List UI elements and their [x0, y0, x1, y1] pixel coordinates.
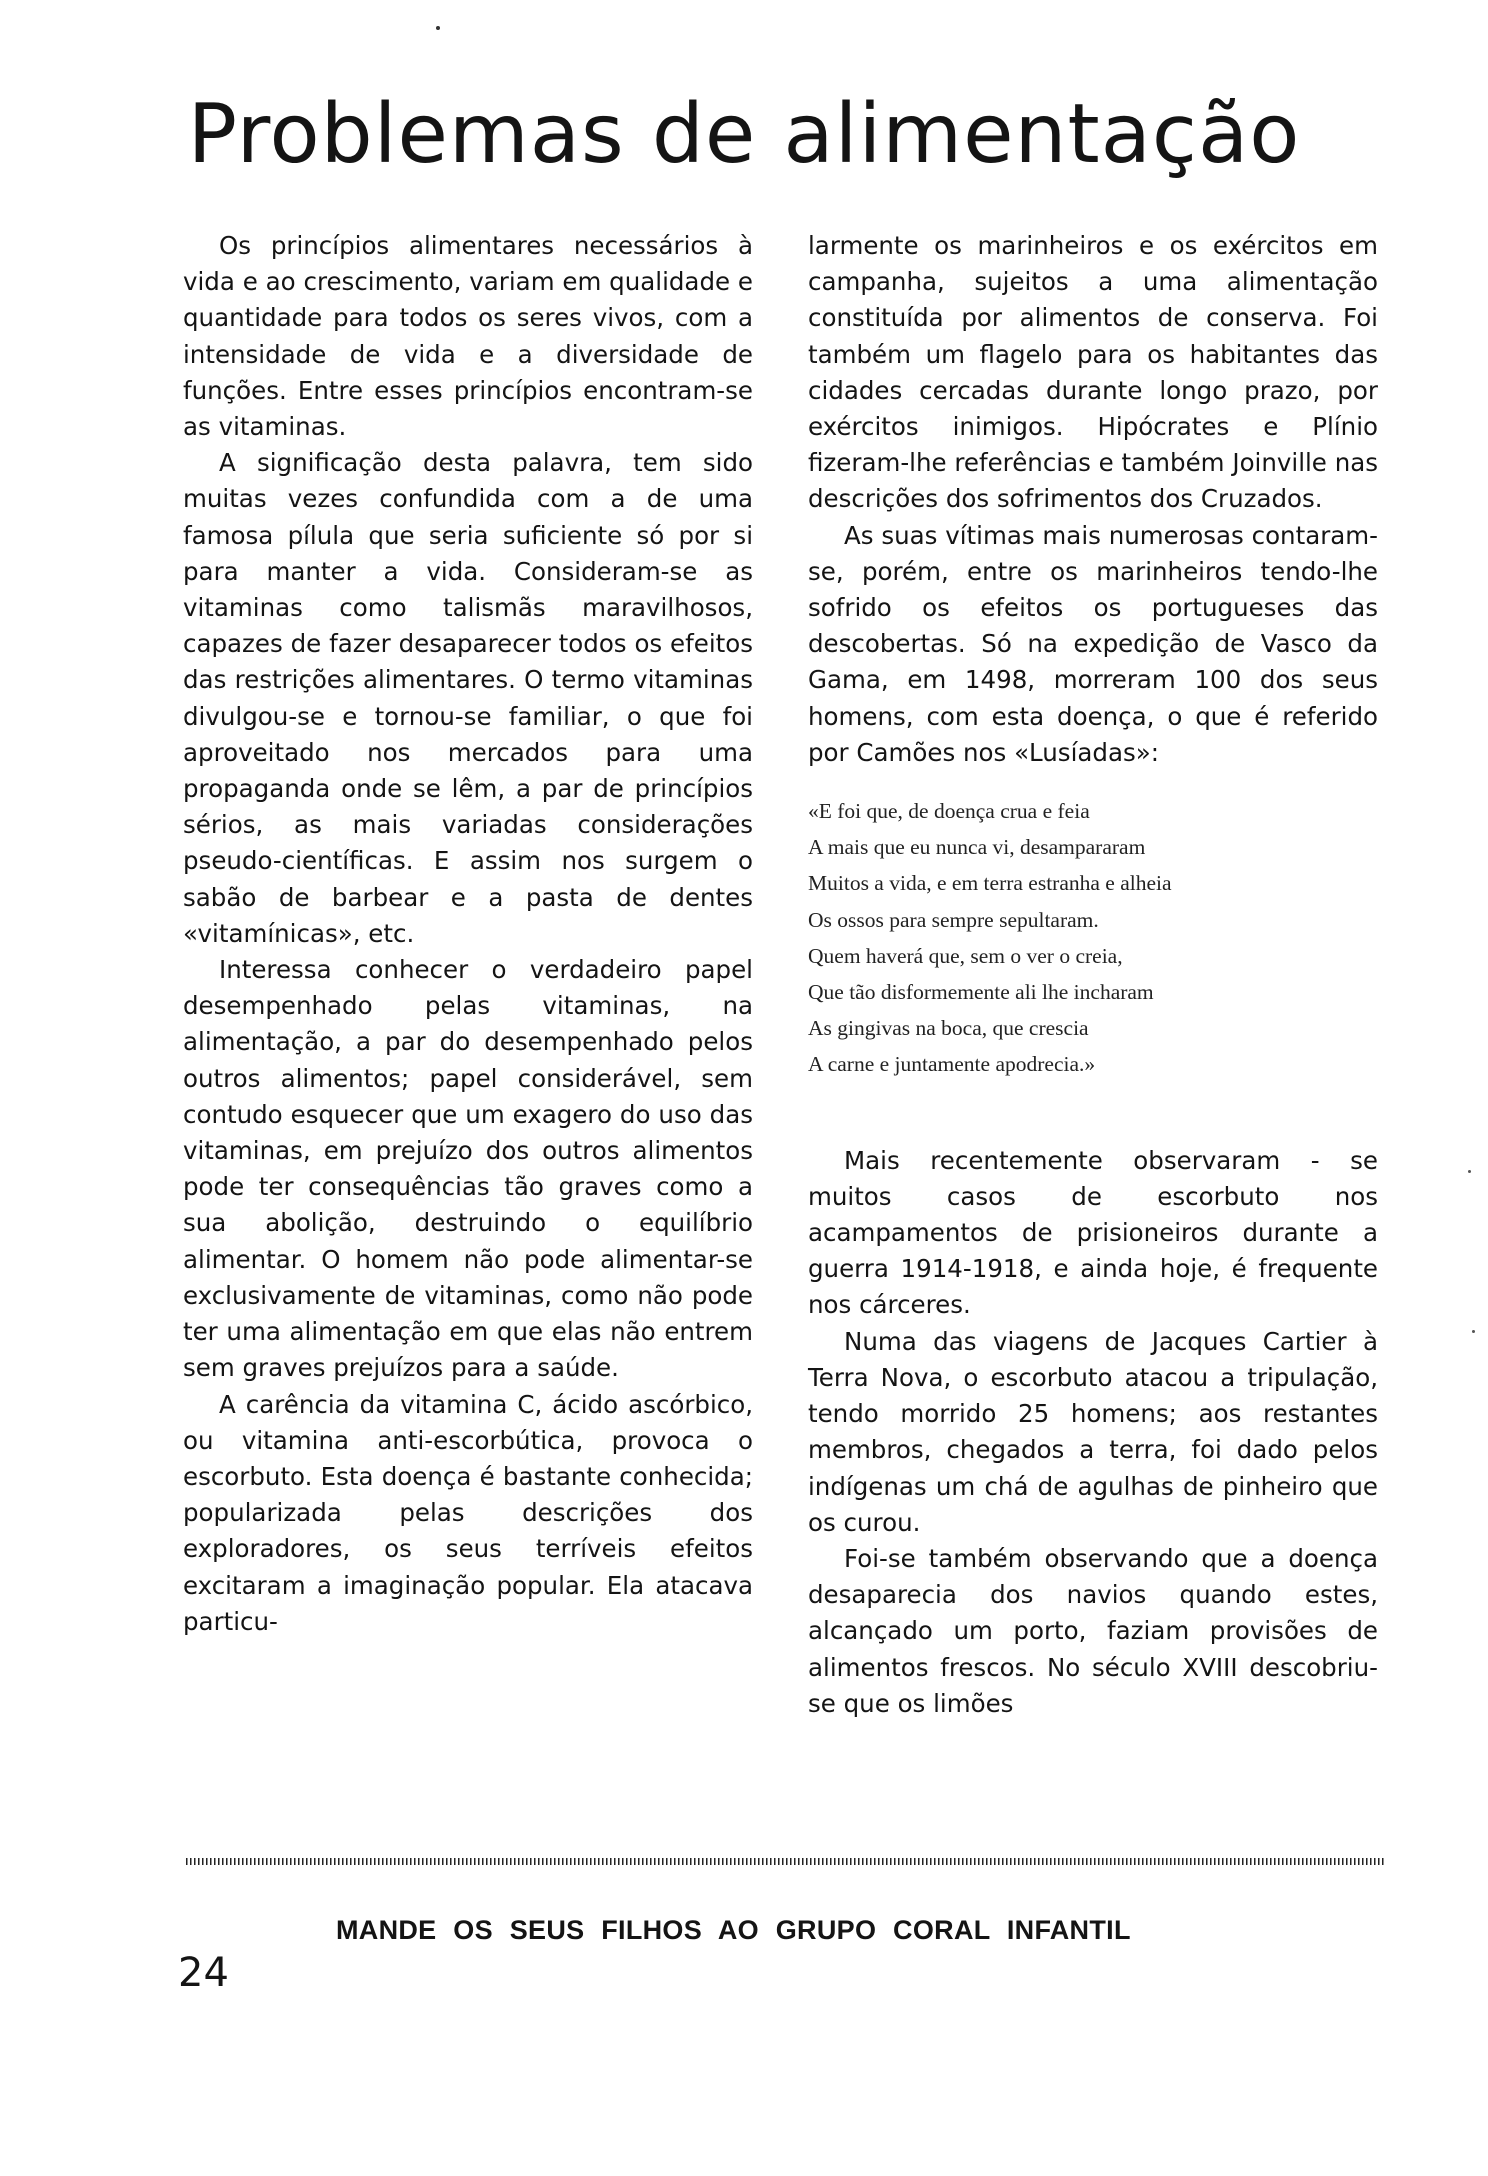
poem-line: Que tão disformemente ali lhe incharam	[808, 980, 1154, 1005]
dotted-divider	[186, 1858, 1384, 1865]
poem-line: Quem haverá que, sem o ver o creia,	[808, 943, 1123, 968]
poem-line: A carne e juntamente apodrecia.»	[808, 1052, 1096, 1077]
paragraph: A carência da vitamina C, ácido ascórbico, ou vitamina anti-escorbútica, provoca o escorbuto. Esta doença é bastante conhecida; popularizada pelas descrições dos exploradores, os seus terríveis efeitos excitaram a imaginação popular. Ela atacava particu-	[183, 1389, 753, 1636]
poem-quote	[808, 793, 1378, 1083]
paragraph: Numa das viagens de Jacques Cartier à Terra Nova, o escorbuto atacou a tripulação, tendo morrido 25 homens; aos restantes membros, chegados a terra, foi dado pelos indígenas um chá de agulhas de pinheiro que os curou.	[808, 1326, 1378, 1537]
poem-line: Muitos a vida, e em terra estranha e alheia	[808, 871, 1172, 896]
paragraph: Mais recentemente observaram - se muitos casos de escorbuto nos acampamentos de prisioneiros durante a guerra 1914-1918, e ainda hoje, é frequente nos cárceres.	[808, 1145, 1378, 1320]
right-column	[808, 228, 1378, 1722]
paragraph: As suas vítimas mais numerosas contaram-se, porém, entre os marinheiros tendo-lhe sofrido os efeitos os portugueses das descobertas. Só na expedição de Vasco da Gama, em 1498, morreram 100 dos seus homens, com esta doença, o que é referido por Camões nos «Lusíadas»:	[808, 520, 1378, 767]
poem-line: As gingivas na boca, que crescia	[808, 1016, 1089, 1041]
footer-banner: MANDE OS SEUS FILHOS AO GRUPO CORAL INFANTIL	[336, 1915, 1131, 1945]
print-speck	[1472, 1330, 1475, 1333]
paragraph: Foi-se também observando que a doença desaparecia dos navios quando estes, alcançado um porto, faziam provisões de alimentos frescos. No século XVIII descobriu-se que os limões	[808, 1543, 1378, 1718]
print-speck	[436, 26, 440, 30]
print-speck	[1468, 1170, 1471, 1173]
poem-line: Os ossos para sempre sepultaram.	[808, 907, 1099, 932]
paragraph: Interessa conhecer o verdadeiro papel desempenhado pelas vitaminas, na alimentação, a par do desempenhado pelos outros alimentos; papel considerável, sem contudo esquecer que um exagero do uso das vitaminas, em prejuízo dos outros alimentos pode ter consequências tão graves como a sua abolição, destruindo o equilíbrio alimentar. O homem não pode alimentar-se exclusivamente de vitaminas, como não pode ter uma alimentação em que elas não entrem sem graves prejuízos para a saúde.	[183, 955, 753, 1383]
poem-line: «E foi que, de doença crua e feia	[808, 799, 1090, 824]
paragraph-continuation: larmente os marinheiros e os exércitos em campanha, sujeitos a uma alimentação constituída por alimentos de conserva. Foi também um flagelo para os habitantes das cidades cercadas durante longo prazo, por exércitos inimigos. Hipócrates e Plínio fizeram-lhe referências e também Joinville nas descrições dos sofrimentos dos Cruzados.	[808, 231, 1378, 514]
poem-line: A mais que eu nunca vi, desampararam	[808, 835, 1146, 860]
left-column	[183, 228, 753, 1640]
page-number: 24	[178, 1950, 229, 1996]
article-title: Problemas de alimentação	[187, 87, 1301, 182]
paragraph: Os princípios alimentares necessários à vida e ao crescimento, variam em qualidade e quantidade para todos os seres vivos, com a intensidade de vida e a diversidade de funções. Entre esses princípios encontram-se as vitaminas.	[183, 231, 753, 442]
paragraph: A significação desta palavra, tem sido muitas vezes confundida com a de uma famosa pílula que seria suficiente só por si para manter a vida. Consideram-se as vitaminas como talismãs maravilhosos, capazes de fazer desaparecer todos os efeitos das restrições alimentares. O termo vitaminas divulgou-se e tornou-se familiar, o que foi aproveitado nos mercados para uma propaganda onde se lêm, a par de princípios sérios, as mais variadas considerações pseudo-científicas. E assim nos surgem o sabão de barbear e a pasta de dentes «vitamínicas», etc.	[183, 448, 753, 948]
